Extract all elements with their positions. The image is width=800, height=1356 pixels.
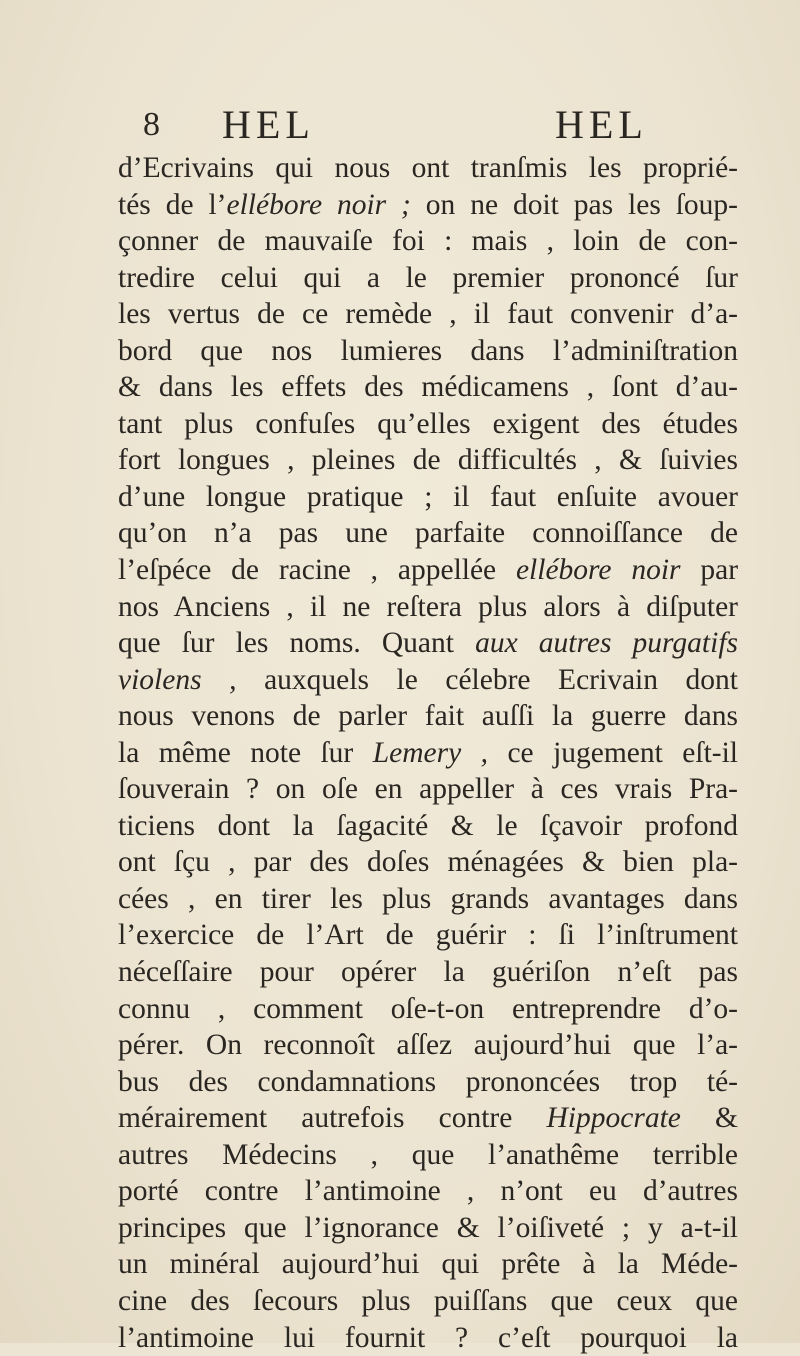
text-segment: porté contre l’antimoine , n’ont eu d’autres bbox=[118, 1175, 738, 1207]
text-segment: çonner de mauvaiſe foi : mais , loin de con- bbox=[118, 225, 738, 257]
text-segment: cées , en tirer les plus grands avantages dans bbox=[118, 883, 738, 915]
text-segment: l’antimoine lui fournit ? c’eſt pourquoi la bbox=[118, 1322, 738, 1354]
text-segment: d’Ecrivains qui nous ont tranſmis les proprié- bbox=[118, 152, 738, 184]
italic-text: ellébore noir ; bbox=[226, 189, 410, 221]
text-segment: nos Anciens , il ne reſtera plus alors à diſputer bbox=[118, 591, 738, 623]
page-number: 8 bbox=[143, 100, 160, 150]
text-line bbox=[118, 479, 738, 516]
text-line bbox=[118, 917, 738, 954]
italic-text: aux autres purgatifs bbox=[475, 627, 738, 659]
text-line bbox=[118, 333, 738, 370]
text-line bbox=[118, 1137, 738, 1174]
text-line bbox=[118, 1100, 738, 1137]
text-line bbox=[118, 771, 738, 808]
text-line bbox=[118, 698, 738, 735]
text-segment: un minéral aujourd’hui qui prête à la Méde- bbox=[118, 1248, 738, 1280]
text-line bbox=[118, 1320, 738, 1356]
text-segment: on ne doit pas les ſoup- bbox=[411, 189, 738, 221]
page-header bbox=[0, 100, 800, 150]
italic-text: ellébore noir bbox=[516, 554, 681, 586]
text-segment: tredire celui qui a le premier prononcé ſur bbox=[118, 262, 738, 294]
running-head-right: HEL bbox=[555, 100, 648, 150]
running-head-left: HEL bbox=[222, 100, 315, 150]
text-segment: tés de l’ bbox=[118, 189, 226, 221]
text-segment: fort longues , pleines de difficultés , & ſuivies bbox=[118, 444, 738, 476]
text-segment: tant plus confuſes qu’elles exigent des études bbox=[118, 408, 738, 440]
text-line bbox=[118, 662, 738, 699]
italic-text: Lemery , bbox=[373, 737, 488, 769]
text-line bbox=[118, 1027, 738, 1064]
text-segment: principes que l’ignorance & l’oiſiveté ; y a-t-il bbox=[118, 1212, 738, 1244]
text-segment: d’une longue pratique ; il faut enſuite avouer bbox=[118, 481, 738, 513]
text-line bbox=[118, 223, 738, 260]
text-segment: les vertus de ce remède , il faut convenir d’a- bbox=[118, 298, 738, 330]
text-line bbox=[118, 1283, 738, 1320]
body-text bbox=[118, 150, 738, 1356]
text-segment: cine des ſecours plus puiſſans que ceux que bbox=[118, 1285, 738, 1317]
text-line bbox=[118, 260, 738, 297]
text-line bbox=[118, 1246, 738, 1283]
text-line bbox=[118, 808, 738, 845]
text-line bbox=[118, 187, 738, 224]
text-segment: & dans les effets des médicamens , ſont d’au- bbox=[118, 371, 738, 403]
text-line bbox=[118, 515, 738, 552]
text-segment: connu , comment oſe-t-on entreprendre d’o- bbox=[118, 993, 738, 1025]
text-line bbox=[118, 296, 738, 333]
text-segment: l’eſpéce de racine , appellée bbox=[118, 554, 516, 586]
text-segment: ce jugement eſt-il bbox=[488, 737, 738, 769]
text-line bbox=[118, 552, 738, 589]
text-line bbox=[118, 369, 738, 406]
text-line bbox=[118, 735, 738, 772]
text-segment: ticiens dont la ſagacité & le ſçavoir profond bbox=[118, 810, 738, 842]
text-segment: autres Médecins , que l’anathême terrible bbox=[118, 1139, 738, 1171]
text-segment: néceſſaire pour opérer la guériſon n’eſt pas bbox=[118, 956, 738, 988]
text-line bbox=[118, 1064, 738, 1101]
text-segment: mérairement autrefois contre bbox=[118, 1102, 547, 1134]
text-segment: nous venons de parler fait auſſi la guerre dans bbox=[118, 700, 738, 732]
italic-text: Hippocrate bbox=[547, 1102, 681, 1134]
text-segment: & bbox=[681, 1102, 738, 1134]
text-line bbox=[118, 1173, 738, 1210]
text-segment: que ſur les noms. Quant bbox=[118, 627, 475, 659]
text-segment: ont ſçu , par des doſes ménagées & bien pla- bbox=[118, 846, 738, 878]
text-line bbox=[118, 991, 738, 1028]
text-segment: qu’on n’a pas une parfaite connoiſſance de bbox=[118, 517, 738, 549]
text-line bbox=[118, 150, 738, 187]
text-segment: pérer. On reconnoît aſſez aujourd’hui que l’a- bbox=[118, 1029, 738, 1061]
text-line bbox=[118, 954, 738, 991]
text-line bbox=[118, 881, 738, 918]
text-segment: bus des condamnations prononcées trop té- bbox=[118, 1066, 738, 1098]
text-line bbox=[118, 406, 738, 443]
text-segment: ſouverain ? on oſe en appeller à ces vrais Pra- bbox=[118, 773, 738, 805]
text-segment: par bbox=[681, 554, 738, 586]
text-segment: bord que nos lumieres dans l’adminiſtration bbox=[118, 335, 738, 367]
text-line bbox=[118, 589, 738, 626]
text-line bbox=[118, 844, 738, 881]
text-segment: la même note ſur bbox=[118, 737, 373, 769]
text-segment: l’exercice de l’Art de guérir : ſi l’inſtrument bbox=[118, 919, 738, 951]
text-line bbox=[118, 1210, 738, 1247]
italic-text: violens , bbox=[118, 664, 237, 696]
text-segment: auxquels le célebre Ecrivain dont bbox=[237, 664, 739, 696]
text-line bbox=[118, 625, 738, 662]
text-line bbox=[118, 442, 738, 479]
